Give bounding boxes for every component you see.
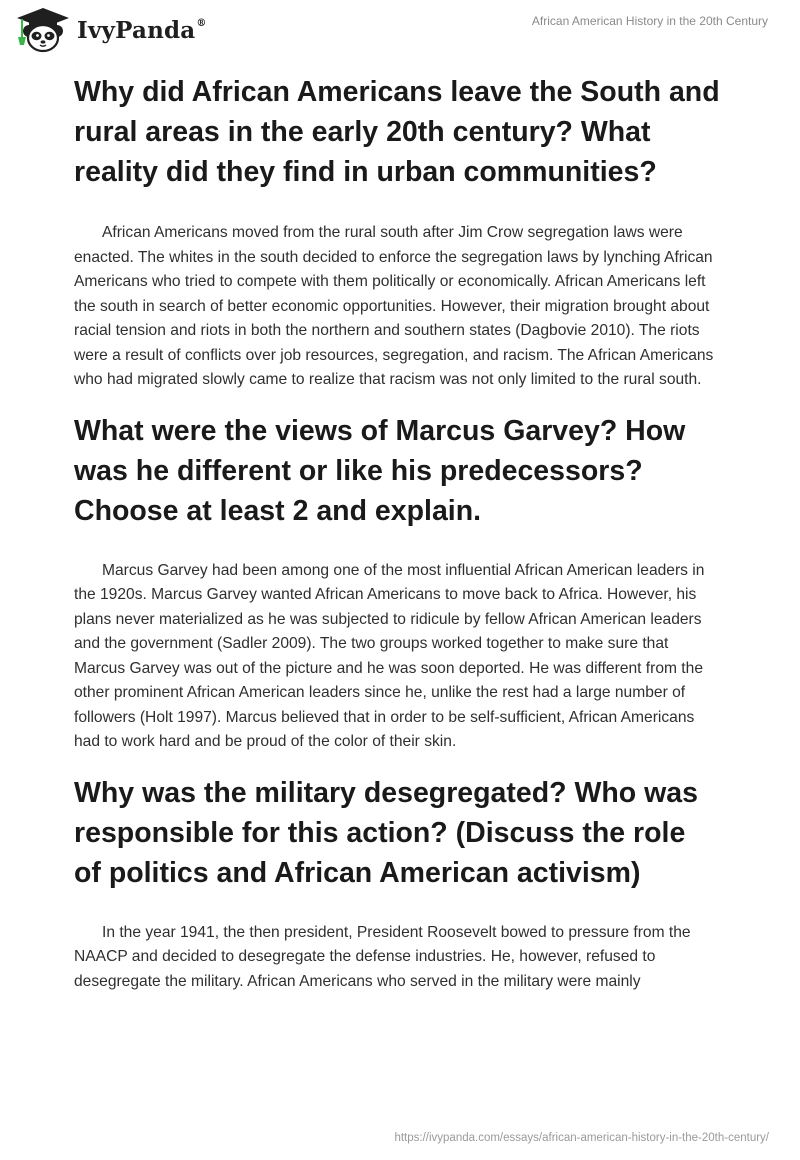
section-paragraph: Marcus Garvey had been among one of the most influential African American leaders in the 1920s. Marcus Garvey wanted African Americans to move back to Africa. However, his plans never materialized as he was subjected to ridicule by fellow African American leaders and the government (Sadler 2009). The two groups worked together to make sure that Marcus Garvey was out of the picture and he was soon deported. He was different from the other prominent African American leaders since he, unlike the rest had a large number of followers (Holt 1997). Marcus believed that in order to be self-sufficient, African Americans had to work hard and be proud of the color of their skin. xyxy=(74,561,705,750)
ivypanda-logo[interactable] xyxy=(14,7,207,53)
section-paragraph: African Americans moved from the rural south after Jim Crow segregation laws were enacted. The whites in the south decided to enforce the segregation laws by lynching African Americans who tried to compete with them politically or economically. African Americans left the south in search of better economic opportunities. However, their migration brought about racial tension and riots in both the northern and southern states (Dagbovie 2010). The riots were a result of conflicts over job resources, segregation, and racism. The African Americans who had migrated slowly came to realize that racism was not only limited to the rural south. xyxy=(74,224,714,388)
section-paragraph: In the year 1941, the then president, President Roosevelt bowed to pressure from the NAACP and decided to desegregate the defense industries. He, however, refused to desegregate the military. African Americans who served in the military were mainly xyxy=(74,923,691,990)
panda-graduate-icon xyxy=(14,7,72,53)
brand-name: IvyPanda® xyxy=(77,16,207,44)
essay-content xyxy=(74,72,720,994)
document-title: African American History in the 20th Century xyxy=(531,14,768,28)
section-heading: Why did African Americans leave the South and rural areas in the early 20th century? What reality did they find in urban communities? xyxy=(74,76,720,188)
section-heading: Why was the military desegregated? Who was responsible for this action? (Discuss the role of politics and African American activism) xyxy=(74,776,698,889)
section-heading: What were the views of Marcus Garvey? How was he different or like his predecessors? Choose at least 2 and explain. xyxy=(74,414,686,527)
page-header xyxy=(0,0,800,62)
source-url-link[interactable]: https://ivypanda.com/essays/african-american-history-in-the-20th-century/ xyxy=(394,1132,769,1144)
